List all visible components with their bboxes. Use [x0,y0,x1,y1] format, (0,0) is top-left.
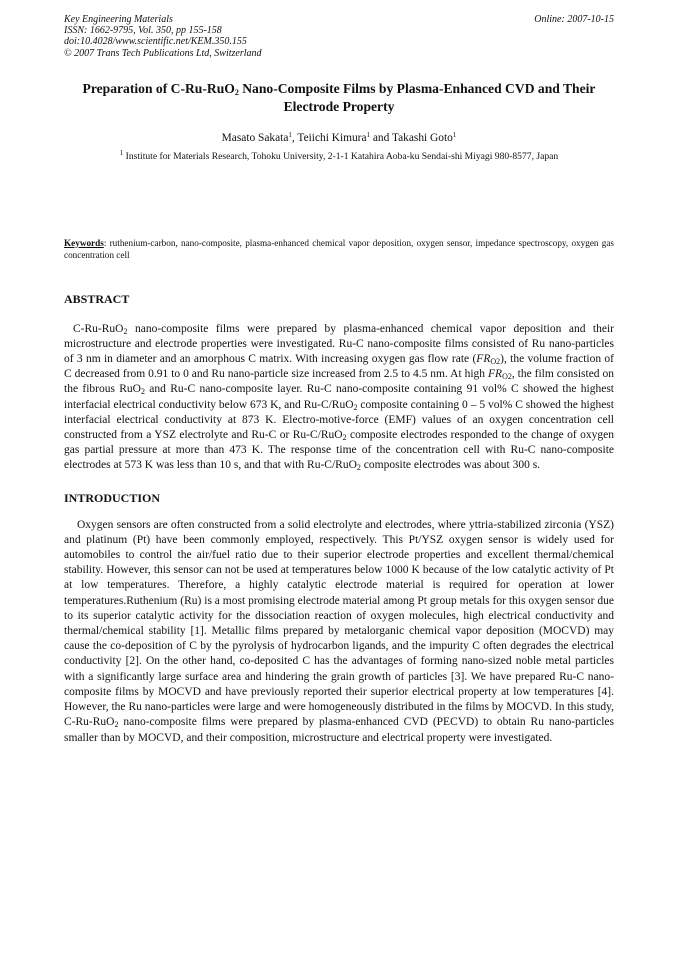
introduction-text: Oxygen sensors are often constructed from a solid electrolyte and electrodes, where yttria-stabilized zirconia (YSZ) and platinum (Pt) have been commonly employed, respectively. This Pt/YSZ oxygen sensor is widely used for automobiles to control the air/fuel ratio due to their superior electrode properties and excellent thermal/chemical stability. However, this sensor can not be used at temperatures below 1000 K because of the low catalytic activity of Pt at low temperatures. Therefore, a highly catalytic electrode material is required for operation at lower temperatures.Ruthenium (Ru) is a most promising electrode material among Pt group metals for this oxygen sensor due to its superior catalytic activity for the dissociation reaction of oxygen molecules, high electrical conductivity and thermal/chemical stability [1]. Metallic films prepared by metalorganic chemical vapor deposition (MOCVD) may cause the co-deposition of C by the pyrolysis of hydrocarbon ligands, and the impurity C often degrades the electrical conductivity [2]. On the other hand, co-deposited C has the advantages of forming nano-sized noble metal particles with a significantly large surface area and hindering the grain growth of particles [3]. We have prepared Ru-C nano-composite films by MOCVD and have previously reported their superior electrical property at low temperatures [4]. However, the Ru nano-particles were large and were homogeneously distributed in the films by MOCVD. In this study, C-Ru-RuO$_2$ nano-composite films were prepared by plasma-enhanced CVD (PECVD) to obtain Ru nano-particles smaller than by MOCVD, and their composition, microstructure and electrical property were investigated. [64,518,614,744]
keywords-text: : ruthenium-carbon, nano-composite, plasma-enhanced chemical vapor deposition, oxygen sensor, impedance spectroscopy, oxygen gas concentration cell [64,237,614,261]
affiliation-mark: 1 [452,130,457,139]
doi-line: doi:10.4028/www.scientific.net/KEM.350.155 [64,36,247,48]
author-name: Takashi Goto [391,131,453,144]
keywords [64,237,614,262]
author-list: Masato Sakata$^1$, Teiichi Kimura$^1$ and Takashi Goto$^1$ [221,130,457,144]
author-name: Teiichi Kimura [297,131,367,144]
online-date: Online: 2007-10-15 [534,14,614,25]
introduction-heading: INTRODUCTION [64,490,161,505]
author-name: Masato Sakata [221,131,289,144]
affiliation-mark: 1 [366,130,371,139]
copyright-line: © 2007 Trans Tech Publications Ltd, Switzerland [64,47,262,59]
journal-header [64,14,614,59]
keywords-label: Keywords [64,237,104,248]
affiliation: $^1$ Institute for Materials Research, Tohoku University, 2-1-1 Katahira Aoba-ku Sendai-shi Miyagi 980-8577, Japan [119,148,559,162]
journal-name: Key Engineering Materials [64,14,173,25]
paper-title: Preparation of C-Ru-RuO$_2$ Nano-Composite Films by Plasma-Enhanced CVD and Their Electrode Property [82,80,596,114]
affiliation-mark: 1 [288,130,292,139]
issn-line: ISSN: 1662-9795, Vol. 350, pp 155-158 [64,25,222,37]
abstract-heading: ABSTRACT [64,291,130,306]
paper-page [64,14,614,746]
abstract-text: C-Ru-RuO$_2$ nano-composite films were prepared by plasma-enhanced chemical vapor deposition and their microstructure and electrode properties were investigated. Ru-C nano-composite films consisted of Ru nano-particles of 3 nm in diameter and an amorphous C matrix. With increasing oxygen gas flow rate $(FR_{O2})$, the volume fraction of C decreased from 0.91 to 0 and Ru nano-particle size increased from 2.5 to 4.5 nm. At high $FR_{O2}$, the film consisted on the fibrous RuO$_2$ and Ru-C nano-composite layer. Ru-C nano-composite containing 91 vol% C showed the highest interfacial electrical conductivity below 673 K, and Ru-C/RuO$_2$ composite containing 0 – 5 vol% C showed the highest interfacial electrical conductivity at 873 K. Electro-motive-force (EMF) values of an oxygen concentration cell constructed from a YSZ electrolyte and Ru-C or Ru-C/RuO$_2$ composite electrodes responded to the change of oxygen gas partial pressure at more than 473 K. The response time of the concentration cell with Ru-C nano-composite electrodes at 573 K was less than 10 s, and that with Ru-C/RuO$_2$ composite electrodes was about 300 s. [64,322,615,473]
